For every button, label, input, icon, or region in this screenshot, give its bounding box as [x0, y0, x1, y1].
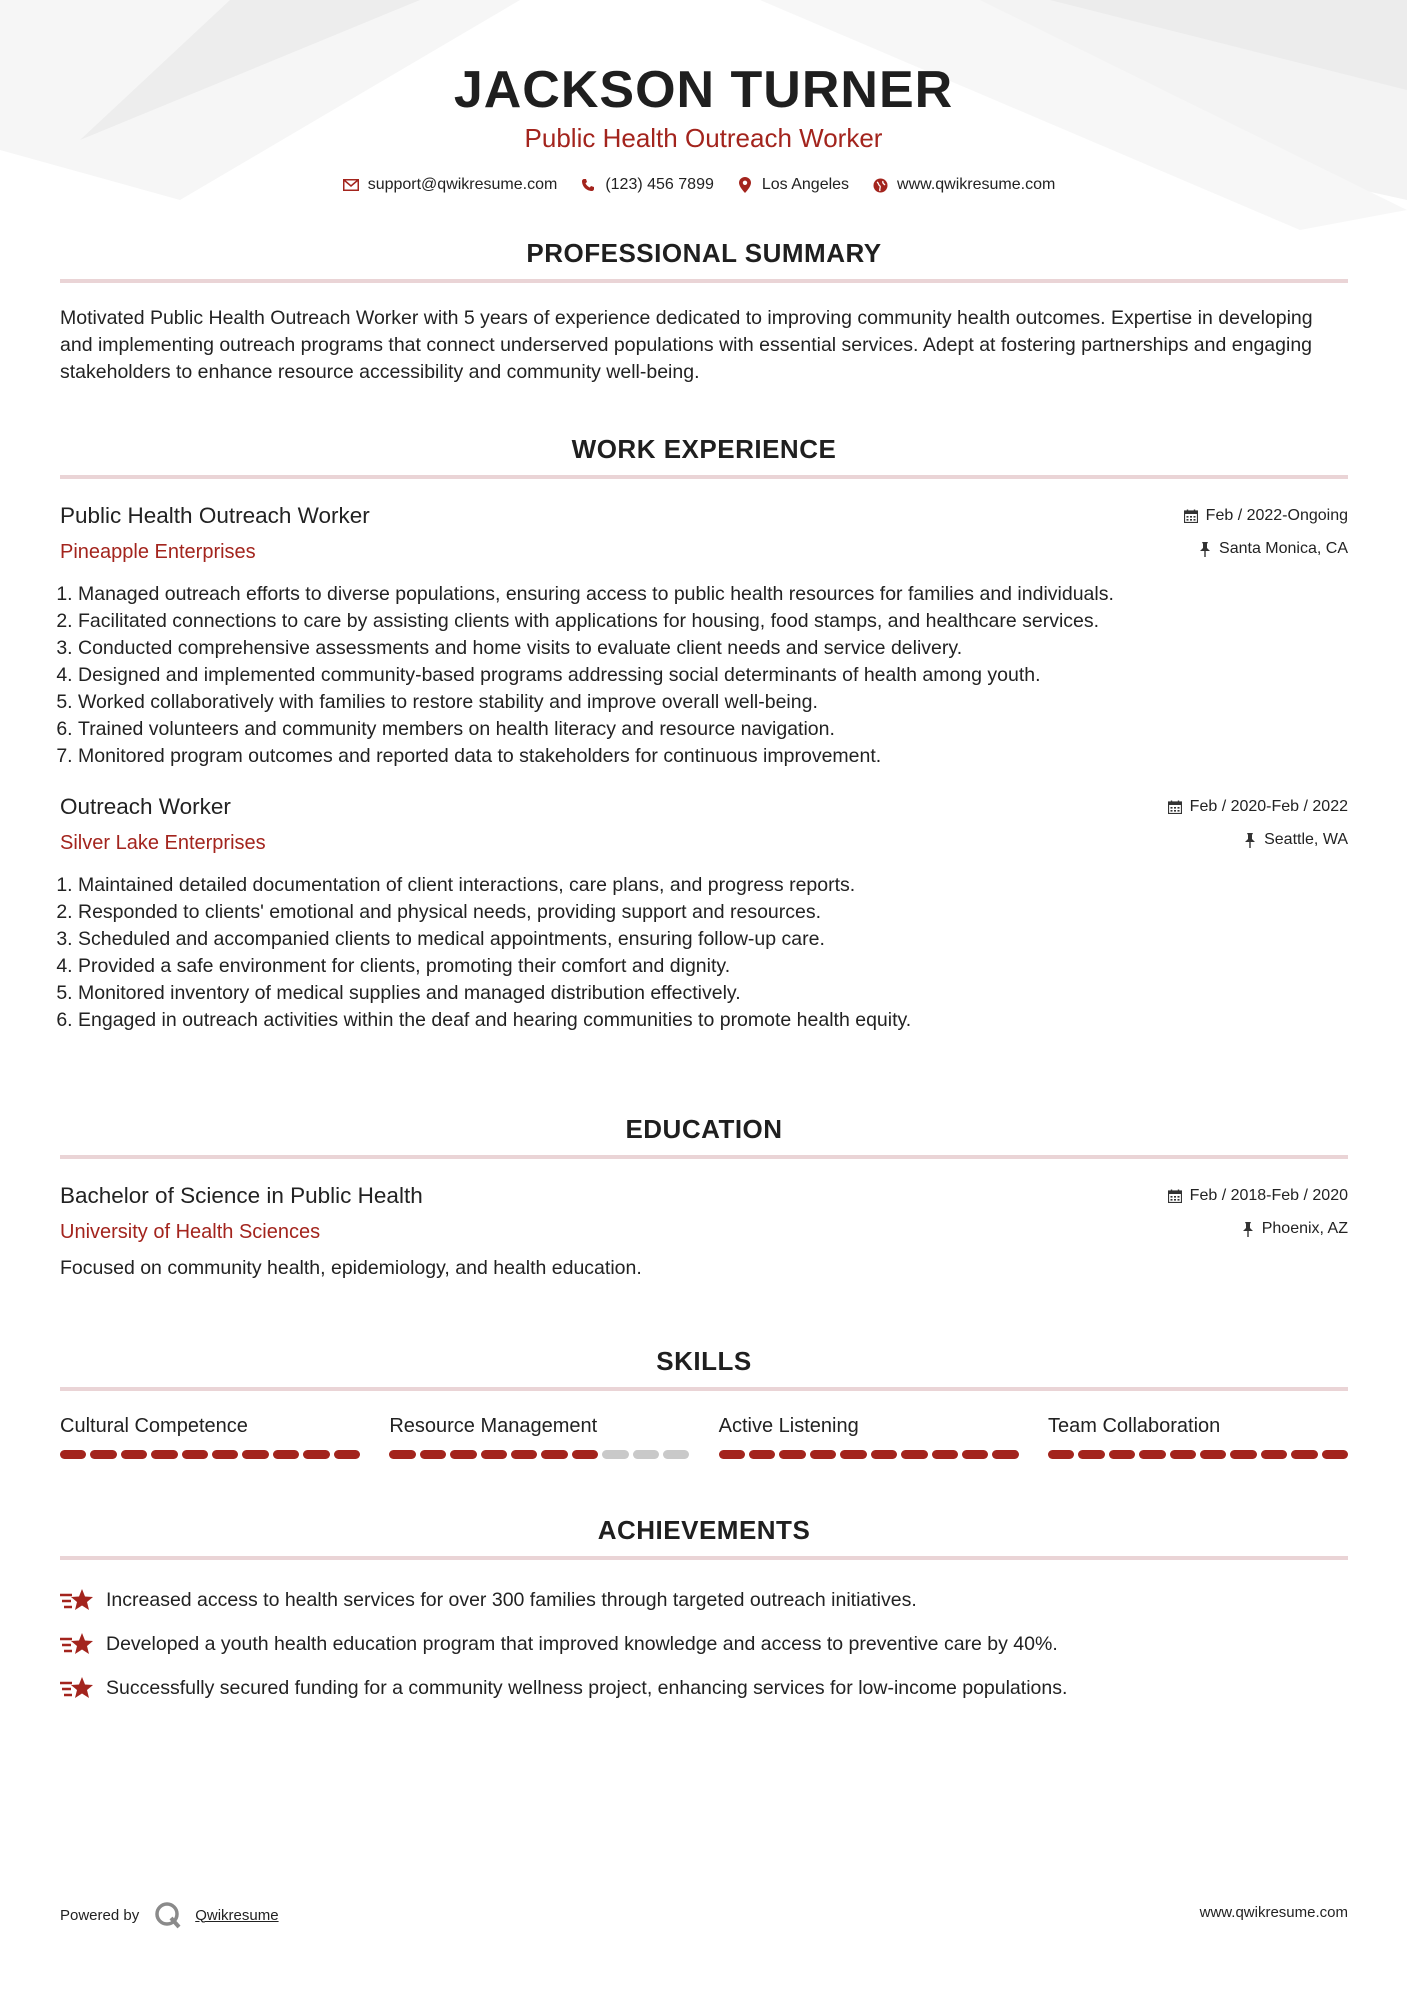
skill-level-segment — [420, 1450, 446, 1459]
skill-item — [719, 1415, 1019, 1459]
skill-name: Team Collaboration — [1047, 1415, 1221, 1437]
skill-level-segment — [572, 1450, 598, 1459]
achievements-divider — [60, 1556, 1348, 1560]
skill-level-segment — [511, 1450, 537, 1459]
list-item: 5. Worked collaboratively with families to restore stability and improve overall well-being. — [78, 689, 1348, 716]
job-title: Public Health Outreach Worker — [60, 503, 370, 528]
list-item: 2. Facilitated connections to care by assisting clients with applications for housing, food stamps, and healthcare services. — [78, 608, 1348, 635]
skill-level-segment — [90, 1450, 116, 1459]
location-text: Los Angeles — [761, 176, 850, 193]
education-location-text: Phoenix, AZ — [1261, 1220, 1348, 1237]
globe-icon — [871, 176, 889, 194]
skill-level-segment — [810, 1450, 836, 1459]
skill-level-segment — [212, 1450, 238, 1459]
pushpin-icon — [1244, 833, 1256, 848]
skill-level-segment — [992, 1450, 1018, 1459]
job-bullets — [60, 872, 1348, 1034]
list-item: 3. Scheduled and accompanied clients to medical appointments, ensuring follow-up care. — [78, 926, 1348, 953]
job-date — [1184, 507, 1348, 525]
skill-level-segment — [60, 1450, 86, 1459]
school-name: University of Health Sciences — [60, 1221, 321, 1243]
job-location-text: Santa Monica, CA — [1219, 540, 1348, 557]
footer-website[interactable]: www.qwikresume.com — [1199, 1904, 1348, 1921]
job-date — [1168, 798, 1348, 816]
achievements-section — [60, 1515, 1348, 1710]
job-title: Outreach Worker — [60, 794, 231, 819]
job-company: Pineapple Enterprises — [60, 541, 256, 563]
education-section — [60, 1114, 1348, 1282]
job-entry — [60, 794, 1348, 1034]
skills-section — [60, 1346, 1348, 1459]
skills-list — [60, 1415, 1348, 1459]
summary-section — [60, 238, 1348, 386]
map-pin-icon — [736, 176, 754, 194]
skill-level-bar — [60, 1450, 360, 1459]
list-item — [60, 1666, 1348, 1710]
summary-heading: PROFESSIONAL SUMMARY — [526, 238, 882, 268]
education-date — [1168, 1187, 1348, 1205]
summary-divider — [60, 279, 1348, 283]
job-date-text: Feb / 2022-Ongoing — [1205, 507, 1348, 524]
skill-level-segment — [242, 1450, 268, 1459]
achievements-heading: ACHIEVEMENTS — [597, 1515, 811, 1545]
skill-level-segment — [962, 1450, 988, 1459]
contact-website[interactable] — [871, 176, 1055, 194]
email-text: support@qwikresume.com — [367, 176, 558, 193]
list-item: 1. Managed outreach efforts to diverse populations, ensuring access to public health resources for families and individuals. — [78, 581, 1348, 608]
experience-divider — [60, 475, 1348, 479]
skills-divider — [60, 1387, 1348, 1391]
skill-level-segment — [901, 1450, 927, 1459]
skill-level-segment — [840, 1450, 866, 1459]
shooting-star-icon — [60, 1631, 94, 1657]
skill-level-segment — [633, 1450, 659, 1459]
skill-item — [1048, 1415, 1348, 1459]
skill-item — [389, 1415, 689, 1459]
education-entry — [60, 1183, 1348, 1282]
skill-level-segment — [334, 1450, 360, 1459]
skill-level-segment — [779, 1450, 805, 1459]
skill-level-segment — [1322, 1450, 1348, 1459]
education-location — [1242, 1220, 1348, 1238]
resume-header — [0, 0, 1407, 194]
powered-by-label: Powered by — [60, 1906, 140, 1924]
skill-level-segment — [1200, 1450, 1226, 1459]
skill-level-segment — [1170, 1450, 1196, 1459]
skill-level-segment — [151, 1450, 177, 1459]
job-bullets — [60, 581, 1348, 770]
experience-heading: WORK EXPERIENCE — [571, 434, 837, 464]
skill-name: Cultural Competence — [60, 1415, 248, 1437]
list-item: 1. Maintained detailed documentation of client interactions, care plans, and progress reports. — [78, 872, 1348, 899]
list-item: 5. Monitored inventory of medical supplies and managed distribution effectively. — [78, 980, 1348, 1007]
achievements-list — [60, 1578, 1348, 1710]
list-item: 7. Monitored program outcomes and reported data to stakeholders for continuous improvement. — [78, 743, 1348, 770]
degree-title: Bachelor of Science in Public Health — [60, 1183, 423, 1208]
skill-level-segment — [1261, 1450, 1287, 1459]
skill-level-segment — [303, 1450, 329, 1459]
candidate-name: JACKSON TURNER — [453, 61, 954, 119]
skill-level-segment — [541, 1450, 567, 1459]
phone-text: (123) 456 7899 — [605, 176, 714, 193]
skill-level-bar — [719, 1450, 1019, 1459]
list-item: 6. Engaged in outreach activities within the deaf and hearing communities to promote health equity. — [78, 1007, 1348, 1034]
experience-section — [60, 434, 1348, 1034]
skill-level-segment — [1291, 1450, 1317, 1459]
skill-level-segment — [871, 1450, 897, 1459]
education-date-text: Feb / 2018-Feb / 2020 — [1189, 1187, 1348, 1204]
qwikresume-link[interactable]: Qwikresume — [195, 1906, 279, 1924]
contact-phone[interactable] — [579, 176, 714, 194]
job-location — [1244, 831, 1348, 849]
list-item: 4. Provided a safe environment for clients, promoting their comfort and dignity. — [78, 953, 1348, 980]
skill-level-segment — [663, 1450, 689, 1459]
list-item — [60, 1578, 1348, 1622]
qwikresume-logo-icon — [153, 1900, 183, 1930]
job-date-text: Feb / 2020-Feb / 2022 — [1189, 798, 1348, 815]
skill-level-segment — [1048, 1450, 1074, 1459]
job-location — [1199, 540, 1348, 558]
skill-item — [60, 1415, 360, 1459]
skill-level-segment — [273, 1450, 299, 1459]
job-entry — [60, 503, 1348, 770]
website-text: www.qwikresume.com — [897, 176, 1056, 193]
job-company: Silver Lake Enterprises — [60, 832, 266, 854]
skill-level-segment — [1230, 1450, 1256, 1459]
phone-icon — [579, 176, 597, 194]
envelope-icon — [342, 176, 360, 194]
list-item — [60, 1622, 1348, 1666]
contact-email[interactable] — [342, 176, 558, 194]
contact-location — [736, 176, 849, 194]
skill-name: Resource Management — [389, 1415, 598, 1437]
list-item: 3. Conducted comprehensive assessments and home visits to evaluate client needs and service delivery. — [78, 635, 1348, 662]
skill-level-segment — [1078, 1450, 1104, 1459]
skill-name: Active Listening — [718, 1415, 859, 1437]
list-item: 4. Designed and implemented community-based programs addressing social determinants of health among youth. — [78, 662, 1348, 689]
skill-level-segment — [719, 1450, 745, 1459]
skill-level-segment — [1109, 1450, 1135, 1459]
skill-level-segment — [749, 1450, 775, 1459]
skill-level-segment — [602, 1450, 628, 1459]
pushpin-icon — [1242, 1222, 1254, 1237]
skill-level-segment — [932, 1450, 958, 1459]
skill-level-segment — [481, 1450, 507, 1459]
skill-level-segment — [389, 1450, 415, 1459]
education-description: Focused on community health, epidemiology, and health education. — [60, 1257, 642, 1279]
skill-level-segment — [1139, 1450, 1165, 1459]
education-divider — [60, 1155, 1348, 1159]
skill-level-segment — [450, 1450, 476, 1459]
list-item: 2. Responded to clients' emotional and physical needs, providing support and resources. — [78, 899, 1348, 926]
calendar-icon — [1184, 509, 1198, 523]
shooting-star-icon — [60, 1675, 94, 1701]
calendar-icon — [1168, 800, 1182, 814]
education-heading: EDUCATION — [625, 1114, 783, 1144]
achievement-text: Successfully secured funding for a community wellness project, enhancing services for low-income populations. — [106, 1676, 1068, 1699]
skill-level-segment — [182, 1450, 208, 1459]
achievement-text: Increased access to health services for over 300 families through targeted outreach initiatives. — [106, 1588, 917, 1611]
shooting-star-icon — [60, 1587, 94, 1613]
skills-heading: SKILLS — [656, 1346, 752, 1376]
skill-level-segment — [121, 1450, 147, 1459]
list-item: 6. Trained volunteers and community members on health literacy and resource navigation. — [78, 716, 1348, 743]
achievement-text: Developed a youth health education program that improved knowledge and access to preventive care by 40%. — [106, 1632, 1058, 1655]
candidate-title: Public Health Outreach Worker — [524, 123, 883, 153]
skill-level-bar — [1048, 1450, 1348, 1459]
job-location-text: Seattle, WA — [1264, 831, 1348, 848]
pushpin-icon — [1199, 542, 1211, 557]
skill-level-bar — [389, 1450, 689, 1459]
calendar-icon — [1168, 1189, 1182, 1203]
summary-text: Motivated Public Health Outreach Worker with 5 years of experience dedicated to improving community health outcomes. Expertise in developing and implementing outreach programs that connect underserved populations with essential services. Adept at fostering partnerships and engaging stakeholders to enhance resource accessibility and community well-being. — [60, 307, 1313, 383]
contact-bar — [0, 176, 1407, 194]
footer — [60, 1900, 1348, 1930]
